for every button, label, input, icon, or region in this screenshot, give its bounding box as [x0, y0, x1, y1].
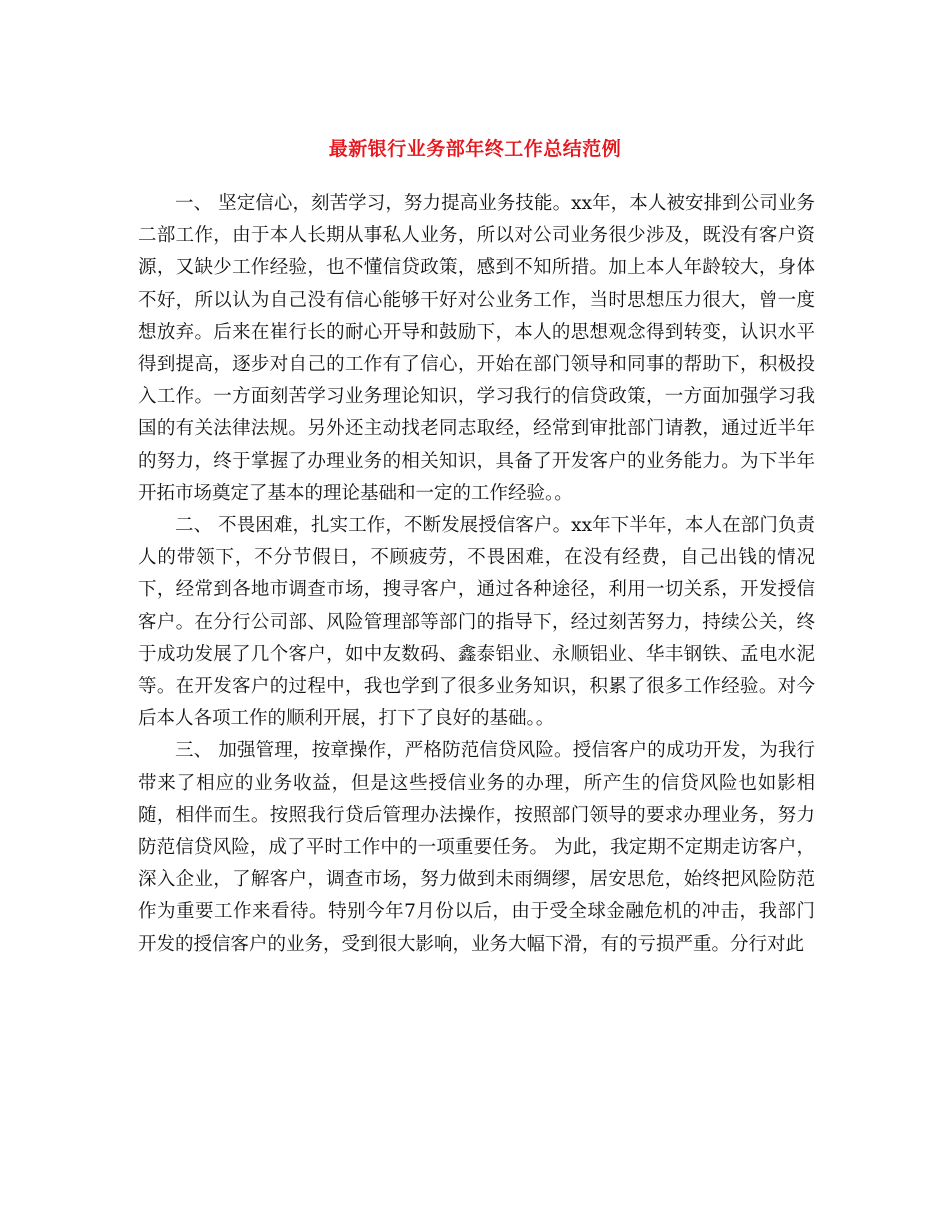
paragraph-1: 一、 坚定信心，刻苦学习，努力提高业务技能。xx年，本人被安排到公司业务二部工作，由于本人长期从事私人业务，所以对公司业务很少涉及，既没有客户资源，又缺少工作经验，也不懂信贷政策，感到不知所措。加上本人年龄较大，身体不好，所以认为自己没有信心能够干好对公业务工作，当时思想压力很大，曾一度想放弃。后来在崔行长的耐心开导和鼓励下，本人的思想观念得到转变，认识水平得到提高，逐步对自己的工作有了信心，开始在部门领导和同事的帮助下，积极投入工作。一方面刻苦学习业务理论知识，学习我行的信贷政策，一方面加强学习我国的有关法律法规。另外还主动找老同志取经，经常到审批部门请教，通过近半年的努力，终于掌握了办理业务的相关知识，具备了开发客户的业务能力。为下半年开拓市场奠定了基本的理论基础和一定的工作经验。。 [138, 193, 815, 504]
paragraph-3: 三、 加强管理，按章操作，严格防范信贷风险。授信客户的成功开发，为我行带来了相应的业务收益，但是这些授信业务的办理，所产生的信贷风险也如影相随，相伴而生。按照我行贷后管理办法操作，按照部门领导的要求办理业务，努力防范信贷风险，成了平时工作中的一项重要任务。 为此，我定期不定期走访客户，深入企业，了解客户，调查市场，努力做到未雨绸缪，居安思危，始终把风险防范作为重要工作来看待。特别今年7月份以后，由于受全球金融危机的冲击，我部门开发的授信客户的业务，受到很大影响，业务大幅下滑，有的亏损严重。分行对此 [138, 740, 815, 955]
document-body [138, 188, 815, 961]
document-title: 最新银行业务部年终工作总结范例 [328, 138, 622, 160]
paragraph-2: 二、 不畏困难，扎实工作，不断发展授信客户。xx年下半年，本人在部门负责人的带领下，不分节假日，不顾疲劳，不畏困难，在没有经费，自己出钱的情况下，经常到各地市调查市场，搜寻客户，通过各种途径，利用一切关系，开发授信客户。在分行公司部、风险管理部等部门的指导下，经过刻苦努力，持续公关，终于成功发展了几个客户，如中友数码、鑫泰铝业、永顺铝业、华丰钢铁、孟电水泥等。在开发客户的过程中，我也学到了很多业务知识，积累了很多工作经验。对今后本人各项工作的顺利开展，打下了良好的基础。。 [138, 515, 815, 730]
